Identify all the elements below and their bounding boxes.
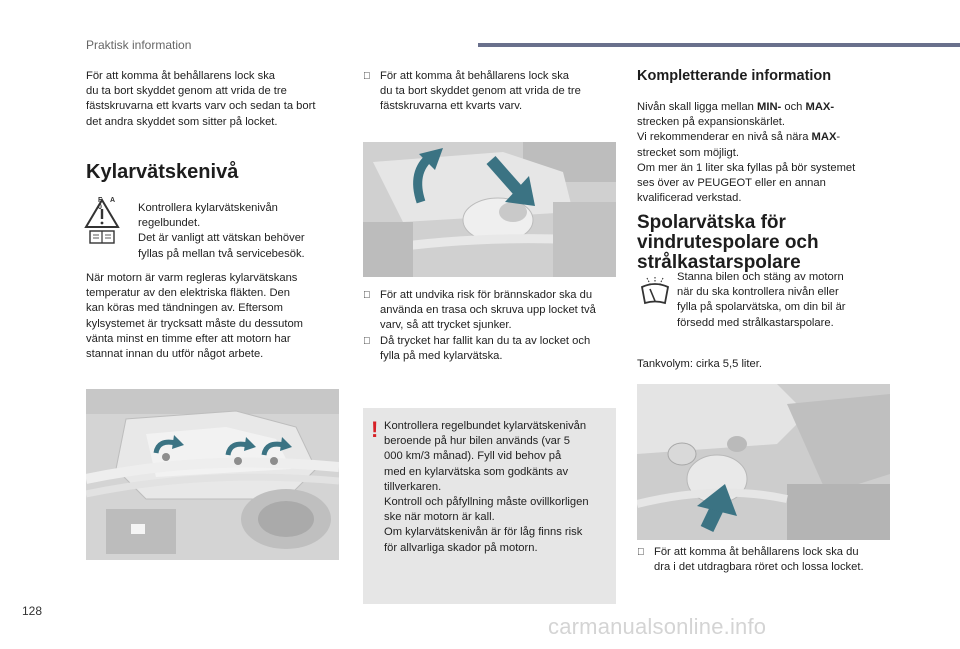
info-line: Om mer än 1 liter ska fyllas på bör systemet [637,161,856,174]
page-number: 128 [22,604,43,618]
info-text: Vi rekommenderar en nivå så nära [637,131,812,144]
note-line: Stanna bilen och stäng av motorn [677,271,844,283]
bullet-line: du ta bort skyddet genom att vrida de tre [380,85,581,98]
info-line: ses över av PEUGEOT eller en annan [637,177,826,190]
bullet-line: För att komma åt behållarens lock ska [380,70,570,82]
body-line: kylsystemet är trycksatt måste du dessutom [86,317,303,330]
supplementary-heading: Kompletterande information [637,68,832,84]
intro-line: du ta bort skyddet genom att vrida de tre [86,85,287,98]
washer-fluid-heading [637,213,897,273]
watermark: carmanualsonline.info [548,614,767,639]
note-line: Kontrollera kylarvätskenivån [138,202,278,214]
heading-line: vindrutespolare och [637,232,819,253]
bullet-item [363,69,615,115]
coolant-note [138,201,348,262]
intro-line: För att komma åt behållarens lock ska [86,70,276,82]
body-line: stannat innan du utför något arbete. [86,348,264,361]
icon-label: F A 0 [98,197,118,211]
middle-bullets-2 [363,288,618,364]
info-line: kvalificerad verkstad. [637,192,742,205]
warning-line: Kontroll och påfyllning måste ovillkorligen [384,496,589,509]
engine-photo-middle [363,142,616,277]
note-line: försedd med strålkastarspolare. [677,316,834,329]
coolant-body-paragraph [86,271,348,362]
bullet-line: använda en trasa och skruva upp locket två [380,304,596,317]
warning-line: ske när motorn är kall. [384,511,495,524]
bullet-line: fästskruvarna ett kvarts varv. [380,100,523,113]
warning-line: Kontrollera regelbundet kylarvätskenivån [384,420,587,432]
header-accent-bar [478,43,960,47]
bullet-line: Då trycket har fallit kan du ta av locket och [380,334,591,347]
bullet-line: dra i det utdragbara röret och lossa locket. [654,561,864,574]
bullet-line: fylla på med kylarvätska. [380,349,503,362]
warning-line: för allvarliga skador på motorn. [384,541,538,554]
intro-paragraph [86,69,346,130]
service-warning-icon [84,197,124,247]
warning-line: Om kylarvätskenivån är för låg finns risk [384,526,583,539]
heading-line: strålkastarspolare [637,252,801,273]
tank-volume: Tankvolym: cirka 5,5 liter. [637,358,762,370]
info-line [637,100,887,115]
note-line: regelbundet. [138,217,201,230]
note-line: när du ska kontrollera nivån eller [677,286,839,299]
max-label: MAX [811,131,837,144]
middle-bullet-1 [363,69,615,115]
body-line: kan köras med tändningen av. Eftersom [86,302,283,315]
note-line: Det är vanligt att vätskan behöver [138,232,305,245]
bullet-marker [363,69,371,84]
warning-line: beroende på hur bilen används (var 5 [384,435,570,448]
warning-exclamation-icon: ! [371,417,379,442]
coolant-heading: Kylarvätskenivå [86,161,239,183]
bullet-item [363,334,618,364]
info-text: - [836,131,841,144]
warning-line: tillverkaren. [384,480,442,493]
bullet-line: För att undvika risk för brännskador ska du [380,289,593,301]
info-line: strecket som möjligt. [637,146,739,159]
warning-line: 000 km/3 månad). Fyll vid behov på [384,450,562,463]
warning-text [384,419,614,556]
min-label: MIN- [757,101,782,113]
info-line: strecken på expansionskärlet. [637,116,786,129]
info-line [637,130,887,145]
intro-line: det andra skyddet som sitter på locket. [86,115,278,128]
info-text: och [781,101,806,113]
max-label: MAX- [805,101,835,113]
windscreen-washer-icon [639,275,671,307]
info-text: Nivån skall ligga mellan [637,101,758,113]
note-line: fylla på spolarvätska, om din bil är [677,301,846,314]
warning-line: med en kylarvätska som godkänts av [384,465,569,478]
body-line: temperatur av den elektriska fläkten. Den [86,287,290,300]
bullet-marker [363,288,371,303]
bullet-item [363,288,618,334]
note-line: fyllas på mellan två servicebesök. [138,247,305,260]
bullet-item [637,545,892,575]
body-line: vänta minst en timme efter att motorn har [86,332,291,345]
right-bullet [637,545,892,575]
bullet-line: För att komma åt behållarens lock ska du [654,546,859,558]
section-title: Praktisk information [86,38,192,52]
warning-box [363,408,616,604]
engine-photo-left [86,389,339,560]
supplementary-info [637,100,887,206]
heading-line: Spolarvätska för [637,212,786,233]
intro-line: fästskruvarna ett kvarts varv och sedan ta bort [86,100,316,113]
washer-reservoir-photo [637,384,890,540]
bullet-line: varv, så att trycket sjunker. [380,319,512,332]
bullet-marker [637,545,645,560]
body-line: När motorn är varm regleras kylarvätskans [86,272,298,284]
washer-note [677,270,892,331]
bullet-marker [363,334,371,349]
